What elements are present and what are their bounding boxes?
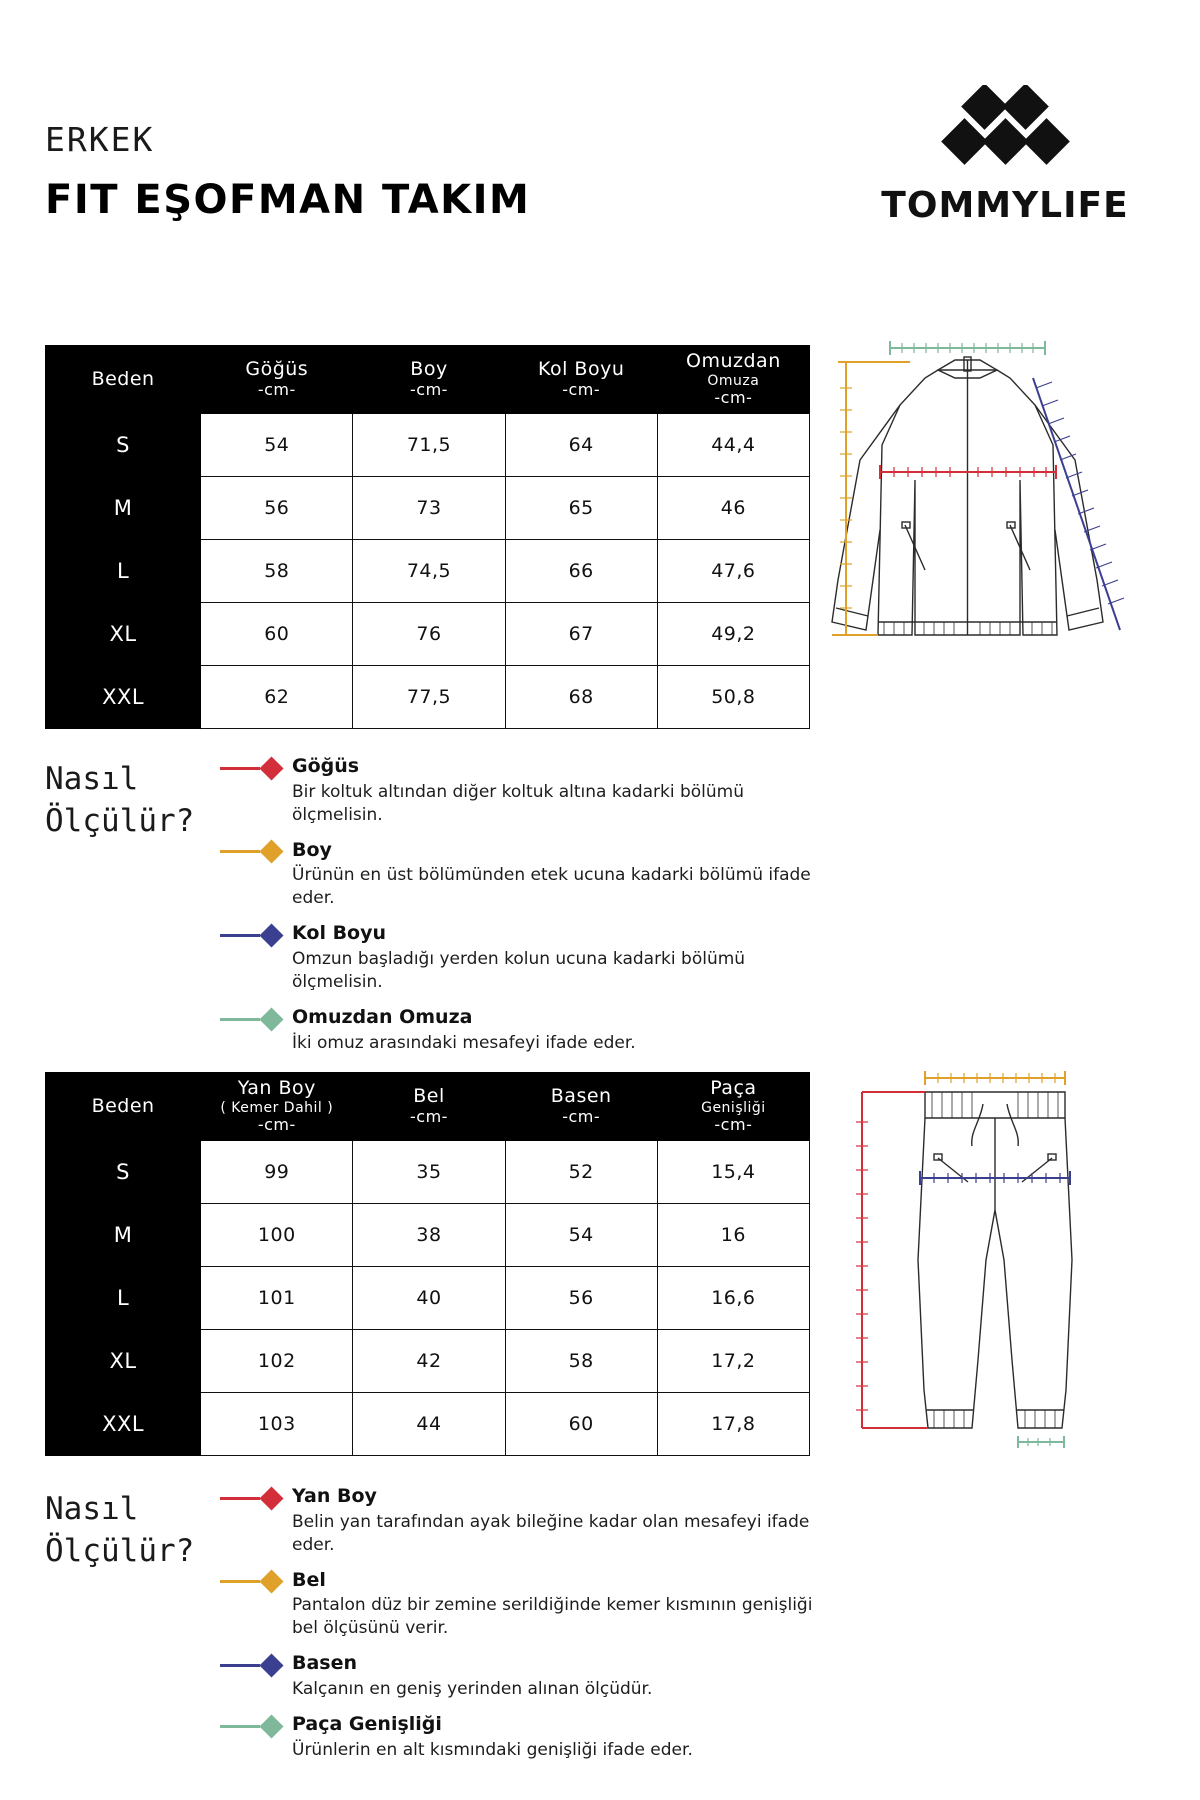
page-title: FIT EŞOFMAN TAKIM [45,177,531,223]
jacket-measurement-diagram [820,330,1170,670]
cell-size: XXL [46,1393,201,1456]
cell-value: 74,5 [353,540,505,603]
marker-yan-boy-icon [220,1489,286,1507]
cell-value: 35 [353,1141,505,1204]
legend-item-omuzdan-omuza: Omuzdan Omuza İki omuz arasındaki mesafeyi ifade eder. [220,1006,820,1055]
marker-boy-icon [220,843,286,861]
cell-size: M [46,477,201,540]
th-yan-boy: Yan Boy ( Kemer Dahil ) -cm- [201,1073,353,1141]
cell-value: 38 [353,1204,505,1267]
cell-size: S [46,414,201,477]
cell-value: 103 [201,1393,353,1456]
th-kol-boyu: Kol Boyu -cm- [505,346,657,414]
cell-size: XL [46,603,201,666]
upper-size-table [45,345,810,729]
cell-size: S [46,1141,201,1204]
legend-item-basen: Basen Kalçanın en geniş yerinden alınan ölçüdür. [220,1652,820,1701]
marker-omuzdan-omuza-icon [220,1010,286,1028]
cell-value: 65 [505,477,657,540]
th-paca-genisligi: Paça Genişliği -cm- [657,1073,809,1141]
legend-heading: Nasıl Ölçülür? [45,1491,195,1569]
pants-measurement-diagram [820,1060,1170,1460]
cell-value: 64 [505,414,657,477]
cell-value: 60 [505,1393,657,1456]
cell-value: 16,6 [657,1267,809,1330]
table-row [46,1330,810,1393]
cell-value: 56 [201,477,353,540]
legend-item-kol-boyu: Kol Boyu Omzun başladığı yerden kolun ucuna kadarki bölümü ölçmelisin. [220,922,820,994]
cell-value: 71,5 [353,414,505,477]
cell-value: 54 [505,1204,657,1267]
table-row [46,1267,810,1330]
cell-value: 101 [201,1267,353,1330]
brand-name: TOMMYLIFE [881,185,1129,226]
cell-value: 42 [353,1330,505,1393]
table-row [46,414,810,477]
cell-value: 102 [201,1330,353,1393]
th-beden: Beden [46,346,201,414]
th-bel: Bel -cm- [353,1073,505,1141]
table-header-row [46,1073,810,1141]
marker-gogus-icon [220,759,286,777]
cell-value: 49,2 [657,603,809,666]
table-row [46,1141,810,1204]
cell-value: 16 [657,1204,809,1267]
cell-value: 73 [353,477,505,540]
cell-value: 50,8 [657,666,809,729]
cell-value: 52 [505,1141,657,1204]
cell-value: 15,4 [657,1141,809,1204]
cell-value: 40 [353,1267,505,1330]
table-header-row [46,346,810,414]
table-row [46,1204,810,1267]
table-row [46,603,810,666]
cell-value: 46 [657,477,809,540]
cell-size: L [46,540,201,603]
cell-value: 58 [201,540,353,603]
lower-how-to-measure [45,1485,825,1774]
th-boy: Boy -cm- [353,346,505,414]
cell-value: 62 [201,666,353,729]
brand-block [855,85,1155,226]
cell-value: 47,6 [657,540,809,603]
title-block [45,120,530,223]
legend-item-gogus: Göğüs Bir koltuk altından diğer koltuk altına kadarki bölümü ölçmelisin. [220,755,820,827]
legend-item-paca-genisligi: Paça Genişliği Ürünlerin en alt kısmındaki genişliği ifade eder. [220,1713,820,1762]
cell-value: 76 [353,603,505,666]
legend-item-boy: Boy Ürünün en üst bölümünden etek ucuna kadarki bölümü ifade eder. [220,839,820,911]
cell-value: 44 [353,1393,505,1456]
cell-size: L [46,1267,201,1330]
th-gogus: Göğüs -cm- [201,346,353,414]
table-row [46,666,810,729]
cell-value: 17,2 [657,1330,809,1393]
table-row [46,477,810,540]
cell-value: 44,4 [657,414,809,477]
legend-items [220,1485,820,1762]
marker-basen-icon [220,1656,286,1674]
lower-size-table [45,1072,810,1456]
cell-value: 58 [505,1330,657,1393]
th-beden: Beden [46,1073,201,1141]
cell-size: M [46,1204,201,1267]
marker-bel-icon [220,1573,286,1591]
cell-size: XL [46,1330,201,1393]
cell-value: 68 [505,666,657,729]
legend-heading: Nasıl Ölçülür? [45,761,195,839]
th-basen: Basen -cm- [505,1073,657,1141]
legend-item-bel: Bel Pantalon düz bir zemine serildiğinde kemer kısmının genişliği bel ölçüsünü verir. [220,1569,820,1641]
page-eyebrow: ERKEK [45,120,155,159]
cell-value: 100 [201,1204,353,1267]
table-row [46,1393,810,1456]
cell-value: 99 [201,1141,353,1204]
cell-value: 56 [505,1267,657,1330]
cell-value: 17,8 [657,1393,809,1456]
marker-kol-boyu-icon [220,926,286,944]
upper-how-to-measure [45,755,825,1067]
diamond-logo-icon [905,85,1105,175]
marker-paca-genisligi-icon [220,1717,286,1735]
cell-value: 66 [505,540,657,603]
cell-value: 77,5 [353,666,505,729]
cell-value: 67 [505,603,657,666]
cell-value: 54 [201,414,353,477]
page-header [45,120,1155,260]
legend-item-yan-boy: Yan Boy Belin yan tarafından ayak bileğine kadar olan mesafeyi ifade eder. [220,1485,820,1557]
table-row [46,540,810,603]
cell-value: 60 [201,603,353,666]
cell-size: XXL [46,666,201,729]
th-omuzdan-omuza: Omuzdan Omuza -cm- [657,346,809,414]
legend-items [220,755,820,1055]
